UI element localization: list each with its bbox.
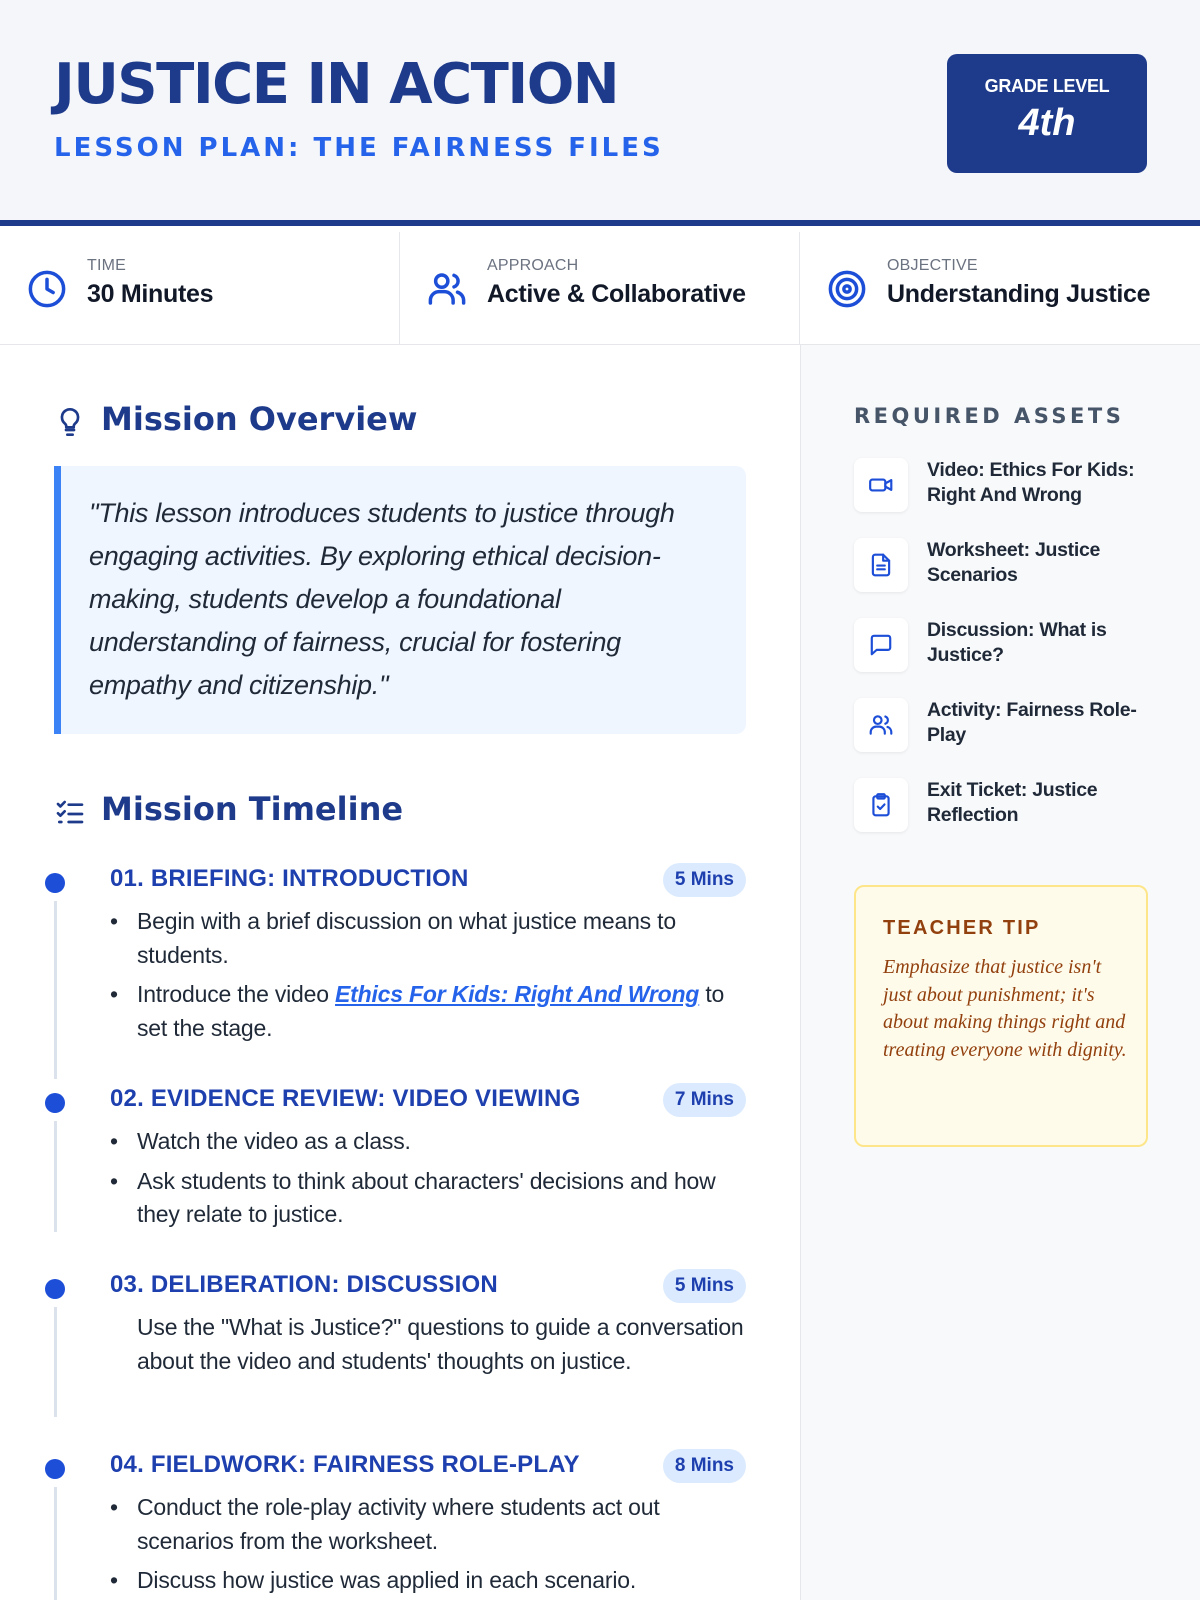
teacher-tip-text: Emphasize that justice isn't just about punishment; it's about making things right and treating everyone with dignity. xyxy=(883,956,1127,1061)
step-marker xyxy=(45,1093,65,1113)
asset-label: Discussion: What is Justice? xyxy=(927,619,1107,666)
meta-time-value: 30 Minutes xyxy=(87,280,214,308)
chat-icon xyxy=(868,632,894,658)
asset-item-activity[interactable] xyxy=(854,698,1174,762)
teacher-tip-title: TEACHER TIP xyxy=(883,917,1041,939)
assets-heading: REQUIRED ASSETS xyxy=(854,404,1125,428)
asset-item-exit-ticket[interactable] xyxy=(854,778,1174,842)
page-title: JUSTICE IN ACTION xyxy=(54,52,619,117)
step-bullet: • Begin with a brief discussion on what justice means to students. xyxy=(110,905,746,972)
users-icon-box xyxy=(854,698,908,752)
asset-label: Video: Ethics For Kids: Right And Wrong xyxy=(927,459,1135,506)
step-bullet: • Watch the video as a class. xyxy=(110,1125,746,1159)
document-icon xyxy=(868,552,894,578)
asset-item-video[interactable] xyxy=(854,458,1174,522)
meta-objective xyxy=(800,232,1200,345)
asset-label: Activity: Fairness Role-Play xyxy=(927,699,1137,746)
step-connector xyxy=(54,1121,57,1232)
meta-approach-label: APPROACH xyxy=(487,257,579,274)
asset-label: Exit Ticket: Justice Reflection xyxy=(927,779,1098,826)
video-link[interactable]: Ethics For Kids: Right And Wrong xyxy=(335,981,700,1007)
asset-label: Worksheet: Justice Scenarios xyxy=(927,539,1101,586)
step-body xyxy=(110,905,746,1051)
meta-objective-value: Understanding Justice xyxy=(887,280,1151,308)
duration-badge: 5 Mins xyxy=(663,863,746,897)
step-connector xyxy=(54,901,57,1079)
clipboard-check-icon-box xyxy=(854,778,908,832)
clock-icon xyxy=(26,268,68,310)
target-icon xyxy=(826,268,868,310)
users-icon xyxy=(868,712,894,738)
timeline-title: Mission Timeline xyxy=(101,790,404,828)
video-icon-box xyxy=(854,458,908,512)
step-bullet: • Discuss how justice was applied in each scenario. xyxy=(110,1564,746,1598)
page-subtitle: LESSON PLAN: THE FAIRNESS FILES xyxy=(54,133,664,163)
meta-objective-label: OBJECTIVE xyxy=(887,257,978,274)
bullet-text: to set the stage. xyxy=(137,981,725,1041)
grade-level-label: GRADE LEVEL xyxy=(984,76,1110,96)
checklist-icon xyxy=(54,796,86,828)
step-title: 01. BRIEFING: INTRODUCTION xyxy=(110,865,469,892)
lesson-header xyxy=(0,0,1200,226)
overview-title: Mission Overview xyxy=(101,400,418,438)
duration-badge: 7 Mins xyxy=(663,1083,746,1117)
chat-icon-box xyxy=(854,618,908,672)
teacher-tip-card xyxy=(854,885,1148,1147)
step-bullet: • Ask students to think about characters' decisions and how they relate to justice. xyxy=(110,1165,746,1232)
bullet-text: Introduce the video xyxy=(137,981,336,1007)
step-marker xyxy=(45,1459,65,1479)
lesson-meta-strip xyxy=(0,232,1200,345)
users-icon xyxy=(426,268,468,310)
meta-approach xyxy=(400,232,800,345)
step-title: 02. EVIDENCE REVIEW: VIDEO VIEWING xyxy=(110,1085,581,1112)
step-connector xyxy=(54,1487,57,1600)
step-marker xyxy=(45,1279,65,1299)
meta-time xyxy=(0,232,400,345)
lightbulb-icon xyxy=(54,406,86,438)
duration-badge: 5 Mins xyxy=(663,1269,746,1303)
document-icon-box xyxy=(854,538,908,592)
step-title: 04. FIELDWORK: FAIRNESS ROLE-PLAY xyxy=(110,1451,580,1478)
grade-level-badge xyxy=(947,54,1147,173)
asset-item-worksheet[interactable] xyxy=(854,538,1174,602)
step-title: 03. DELIBERATION: DISCUSSION xyxy=(110,1271,498,1298)
step-body xyxy=(110,1311,746,1378)
step-body xyxy=(110,1125,746,1238)
duration-badge: 8 Mins xyxy=(663,1449,746,1483)
clipboard-check-icon xyxy=(868,792,894,818)
step-text: Use the "What is Justice?" questions to guide a conversation about the video and students' thoughts on justice. xyxy=(137,1314,744,1374)
grade-level-value: 4th xyxy=(1018,102,1076,144)
step-bullet: • Conduct the role-play activity where students act out scenarios from the worksheet. xyxy=(110,1491,746,1558)
asset-item-discussion[interactable] xyxy=(854,618,1174,682)
meta-approach-value: Active & Collaborative xyxy=(487,280,746,308)
step-bullet xyxy=(110,978,746,1045)
step-body xyxy=(110,1491,746,1600)
overview-text: "This lesson introduces students to justice through engaging activities. By exploring ethical decision-making, students develop a foundational understanding of fairness, crucial for fostering empathy and citizenship." xyxy=(89,498,675,700)
step-marker xyxy=(45,873,65,893)
overview-quote xyxy=(54,466,746,734)
meta-time-label: TIME xyxy=(87,257,127,274)
video-icon xyxy=(868,472,894,498)
step-connector xyxy=(54,1307,57,1417)
